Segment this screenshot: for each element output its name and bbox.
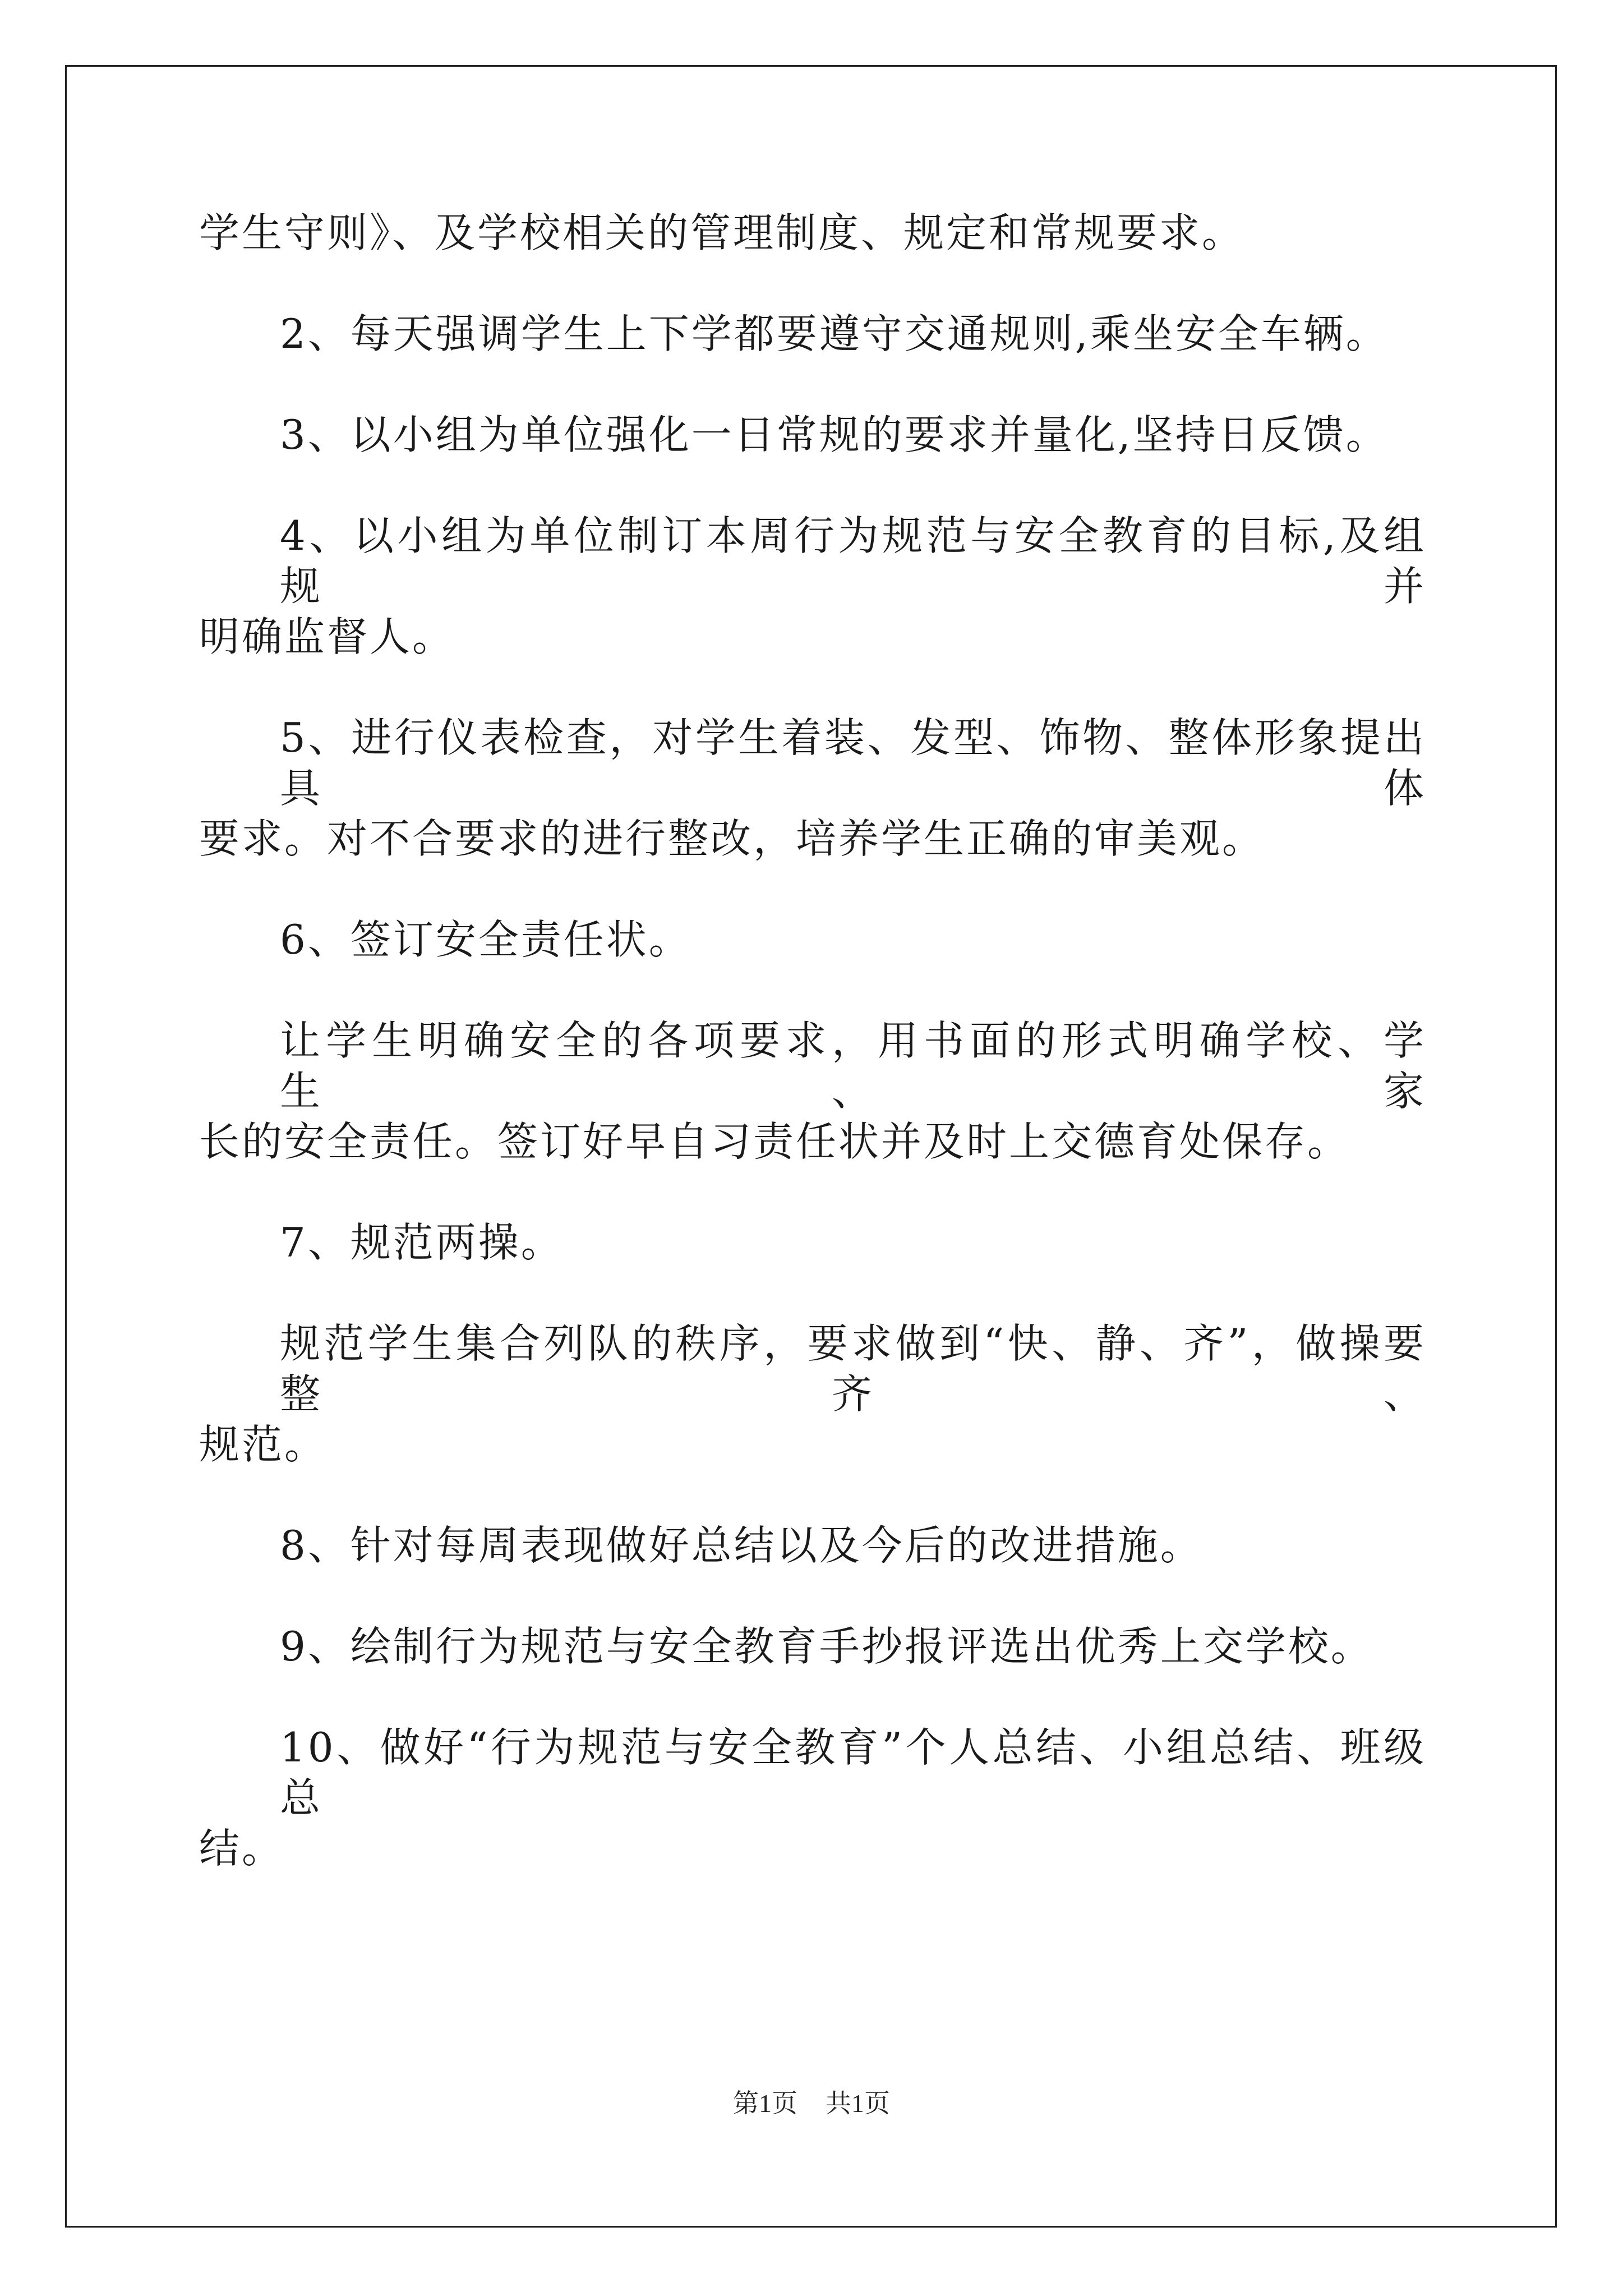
- text-line: 10、做好“行为规范与安全教育”个人总结、小组总结、班级总: [280, 1724, 1426, 1821]
- text-line: 长的安全责任。签订好早自习责任状并及时上交德育处保存。: [199, 1118, 1350, 1165]
- text-line: 4、以小组为单位制订本周行为规范与安全教育的目标,及组规并: [280, 512, 1426, 610]
- text-line: 结。: [199, 1825, 285, 1872]
- text-line: 要求。对不合要求的进行整改，培养学生正确的审美观。: [199, 815, 1265, 862]
- text-line: 让学生明确安全的各项要求，用书面的形式明确学校、学生、家: [280, 1017, 1426, 1115]
- page-number-current: 第1页: [733, 2089, 797, 2118]
- text-line: 2、每天强调学生上下学都要遵守交通规则,乘坐安全车辆。: [280, 310, 1389, 357]
- page-footer: [0, 2087, 1623, 2120]
- text-line: 7、规范两操。: [280, 1219, 564, 1266]
- text-line: 6、签订安全责任状。: [280, 916, 691, 963]
- text-line: 9、绘制行为规范与安全教育手抄报评选出优秀上交学校。: [280, 1623, 1373, 1670]
- text-line: 8、针对每周表现做好总结以及今后的改进措施。: [280, 1522, 1203, 1569]
- text-line: 学生守则》、及学校相关的管理制度、规定和常规要求。: [199, 209, 1245, 256]
- page-number-total: 共1页: [826, 2089, 890, 2118]
- text-line: 明确监督人。: [199, 613, 455, 660]
- text-line: 规范学生集合列队的秩序，要求做到“快、静、齐”，做操要整齐、: [280, 1320, 1426, 1418]
- text-line: 5、进行仪表检查，对学生着装、发型、饰物、整体形象提出具体: [280, 714, 1426, 812]
- text-line: 3、以小组为单位强化一日常规的要求并量化,坚持日反馈。: [280, 411, 1389, 458]
- text-line: 规范。: [199, 1421, 328, 1468]
